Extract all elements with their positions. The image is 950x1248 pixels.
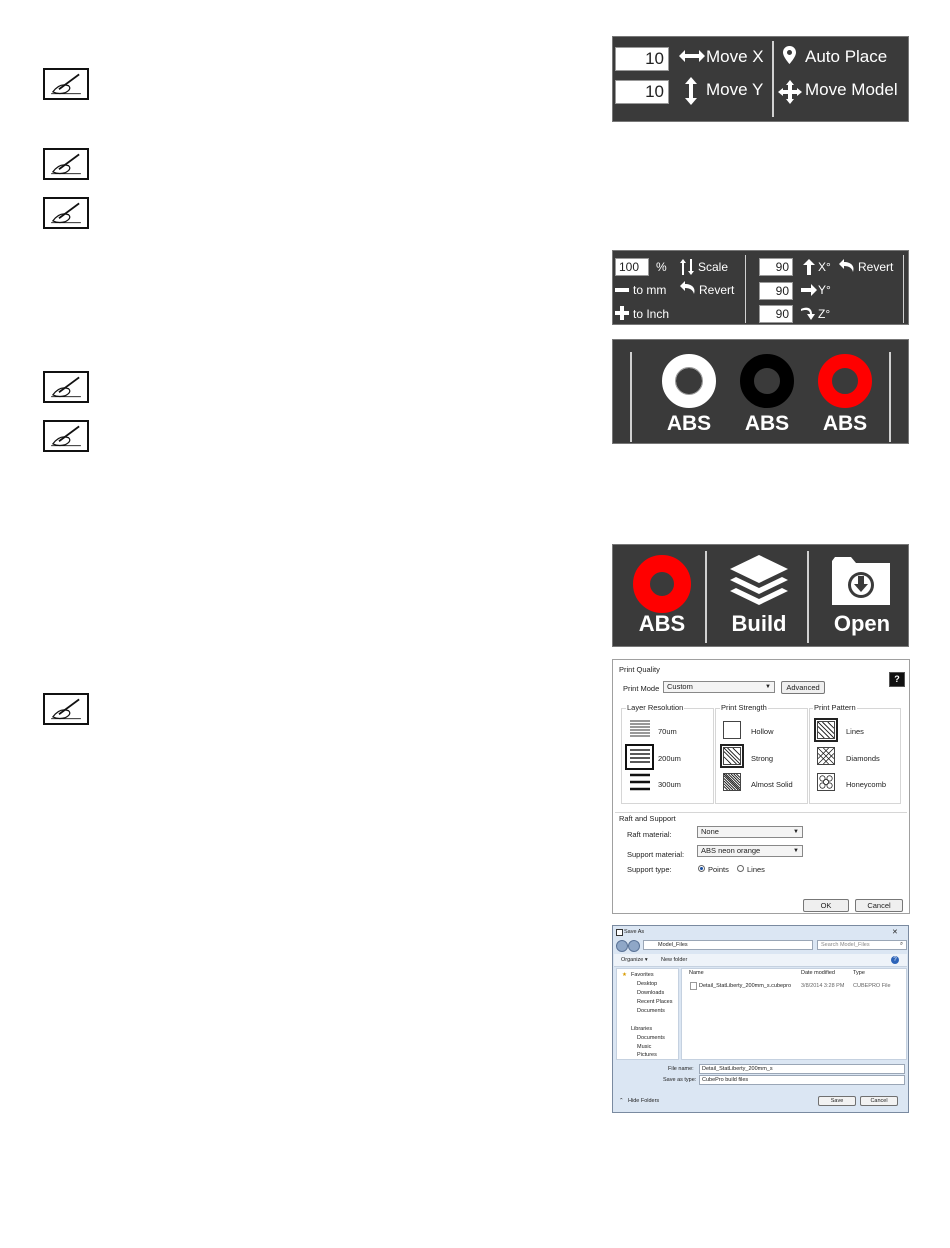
nav-item[interactable]: Libraries	[631, 1026, 653, 1032]
pattern-honeycomb-icon[interactable]	[817, 773, 835, 791]
print-pattern-heading: Print Pattern	[814, 703, 856, 712]
resolution-70-icon[interactable]	[630, 720, 650, 738]
raft-material-select[interactable]: None ▼	[697, 826, 803, 838]
nav-item[interactable]: Music	[637, 1044, 652, 1050]
separator	[903, 255, 904, 323]
horizontal-arrows-icon	[679, 49, 705, 63]
ok-button[interactable]: OK	[803, 899, 849, 912]
file-name-input[interactable]: Detail_StatLiberty_200mm_s	[699, 1064, 905, 1074]
strength-hollow-icon[interactable]	[723, 721, 741, 739]
note-pencil-icon	[43, 420, 89, 452]
nav-item[interactable]: Pictures	[637, 1052, 657, 1058]
dialog-title: Print Quality	[619, 665, 660, 674]
revert-scale-button[interactable]: Revert	[699, 283, 735, 297]
search-input[interactable]: Search Model_Files ⌕	[817, 940, 907, 950]
separator	[807, 551, 809, 643]
scale-rotate-panel	[612, 250, 909, 325]
pattern-lines-icon[interactable]	[817, 721, 835, 739]
minus-icon	[615, 288, 629, 292]
resolution-300-icon[interactable]	[630, 773, 650, 791]
strength-label: Almost Solid	[751, 780, 793, 789]
support-type-label: Support type:	[627, 865, 672, 874]
save-type-label: Save as type:	[663, 1077, 697, 1083]
pattern-diamonds-icon[interactable]	[817, 747, 835, 765]
rotate-x-input[interactable]: 90	[759, 258, 793, 276]
revert-rotation-button[interactable]: Revert	[858, 260, 894, 274]
pattern-label: Diamonds	[846, 754, 880, 763]
note-pencil-icon	[43, 197, 89, 229]
column-name[interactable]: Name	[689, 970, 704, 976]
cancel-button[interactable]: Cancel	[860, 1096, 898, 1106]
nav-item[interactable]: Desktop	[637, 981, 658, 987]
column-type[interactable]: Type	[853, 970, 865, 976]
location-pin-icon	[783, 46, 796, 64]
auto-place-button[interactable]: Auto Place	[805, 47, 888, 66]
file-name-label: File name:	[668, 1066, 694, 1072]
file-list	[681, 968, 907, 1060]
material-black-icon[interactable]	[740, 354, 794, 408]
divider	[615, 812, 907, 813]
back-button[interactable]	[616, 940, 628, 952]
raft-support-heading: Raft and Support	[619, 814, 676, 823]
resolution-200-icon[interactable]	[630, 748, 650, 766]
file-type: CUBEPRO File	[853, 983, 891, 989]
nav-item[interactable]: Documents	[637, 1035, 665, 1041]
note-pencil-icon	[43, 371, 89, 403]
hide-folders-icon[interactable]: ⌃	[619, 1098, 624, 1104]
print-strength-heading: Print Strength	[721, 703, 767, 712]
build-button[interactable]: Build	[731, 611, 787, 636]
search-icon: ⌕	[900, 941, 904, 947]
file-date: 3/8/2014 3:28 PM	[801, 983, 845, 989]
rotate-y-button[interactable]: Y°	[818, 283, 831, 297]
forward-button[interactable]	[628, 940, 640, 952]
revert-icon	[839, 259, 855, 272]
organize-button[interactable]: Organize ▾	[621, 957, 648, 963]
nav-item[interactable]: Documents	[637, 1008, 665, 1014]
save-as-dialog	[612, 925, 909, 1113]
material-red-icon[interactable]	[818, 354, 872, 408]
material-red-icon[interactable]	[633, 555, 691, 613]
strength-label: Hollow	[751, 727, 774, 736]
print-quality-dialog	[612, 659, 910, 914]
right-arrow-icon	[801, 284, 817, 296]
rotate-x-button[interactable]: X°	[818, 260, 831, 274]
note-pencil-icon	[43, 148, 89, 180]
resolution-label: 300um	[658, 780, 681, 789]
toolbar	[614, 954, 907, 967]
save-button[interactable]: Save	[818, 1096, 856, 1106]
separator	[745, 255, 746, 323]
layer-resolution-heading: Layer Resolution	[627, 703, 684, 712]
window-app-icon	[616, 929, 623, 936]
pattern-label: Lines	[846, 727, 864, 736]
rotate-z-input[interactable]: 90	[759, 305, 793, 323]
rotate-z-button[interactable]: Z°	[818, 307, 831, 321]
nav-item[interactable]: Recent Places	[637, 999, 673, 1005]
build-bar	[612, 544, 909, 647]
scale-button[interactable]: Scale	[698, 260, 729, 274]
close-icon[interactable]: ✕	[892, 929, 898, 936]
plus-icon	[615, 306, 629, 320]
material-label: ABS	[744, 412, 790, 435]
move-y-input[interactable]: 10	[615, 80, 669, 104]
move-panel	[612, 36, 909, 122]
layers-icon	[728, 555, 790, 607]
move-x-label[interactable]: Move X	[706, 47, 764, 66]
new-folder-button[interactable]: New folder	[661, 957, 688, 963]
to-inch-button[interactable]: to Inch	[633, 307, 670, 321]
revert-icon	[680, 281, 696, 294]
material-label: ABS	[822, 412, 868, 435]
rotate-down-icon	[801, 306, 817, 320]
to-mm-button[interactable]: to mm	[633, 283, 667, 297]
separator	[889, 352, 891, 442]
support-material-select[interactable]: ABS neon orange ▼	[697, 845, 803, 857]
advanced-button[interactable]: Advanced	[781, 681, 825, 694]
strength-almost-solid-icon[interactable]	[723, 773, 741, 791]
resolution-label: 70um	[658, 727, 677, 736]
resolution-label: 200um	[658, 754, 681, 763]
note-pencil-icon	[43, 68, 89, 100]
raft-material-label: Raft material:	[627, 830, 672, 839]
percent-label: %	[656, 260, 667, 274]
support-lines-radio[interactable]	[737, 865, 744, 872]
move-cross-icon	[778, 80, 802, 104]
pattern-label: Honeycomb	[846, 780, 887, 789]
support-points-label: Points	[708, 865, 729, 874]
favorites-star-icon: ★	[622, 972, 627, 978]
separator	[772, 41, 774, 117]
support-points-radio[interactable]	[698, 865, 705, 872]
move-y-label[interactable]: Move Y	[706, 80, 764, 99]
print-mode-select[interactable]: Custom ▼	[663, 681, 775, 693]
help-icon[interactable]: ?	[889, 672, 905, 687]
up-arrow-icon	[803, 259, 815, 275]
material-white-icon[interactable]	[662, 354, 716, 408]
column-date[interactable]: Date modified	[801, 970, 835, 976]
strength-strong-icon[interactable]	[723, 747, 741, 765]
dialog-title: Save As	[624, 929, 645, 935]
separator	[705, 551, 707, 643]
support-material-label: Support material:	[627, 850, 685, 859]
separator	[630, 352, 632, 442]
material-label: ABS	[666, 412, 712, 435]
support-lines-label: Lines	[747, 865, 765, 874]
rotate-y-input[interactable]: 90	[759, 282, 793, 300]
material-button[interactable]: ABS	[638, 611, 686, 636]
move-model-button[interactable]: Move Model	[805, 80, 898, 99]
move-x-input[interactable]: 10	[615, 47, 669, 71]
print-mode-label: Print Mode	[623, 684, 660, 693]
file-name[interactable]: Detail_StatLiberty_200mm_s.cubepro	[699, 983, 792, 989]
hide-folders-button[interactable]: Hide Folders	[628, 1098, 660, 1104]
cancel-button[interactable]: Cancel	[855, 899, 903, 912]
vertical-arrows-icon	[684, 77, 698, 105]
scale-input[interactable]: 100	[615, 258, 649, 276]
material-panel	[612, 339, 909, 444]
folder-download-icon	[832, 555, 890, 605]
nav-item[interactable]: Downloads	[637, 990, 665, 996]
help-icon[interactable]: ?	[891, 956, 899, 964]
scale-arrows-icon	[680, 259, 694, 275]
nav-item[interactable]: Favorites	[631, 972, 654, 978]
save-type-select[interactable]: CubePro build files	[699, 1075, 905, 1085]
file-icon	[690, 982, 697, 990]
open-button[interactable]: Open	[833, 611, 891, 636]
address-bar[interactable]: Model_Files	[643, 940, 813, 950]
note-pencil-icon	[43, 693, 89, 725]
strength-label: Strong	[751, 754, 774, 763]
